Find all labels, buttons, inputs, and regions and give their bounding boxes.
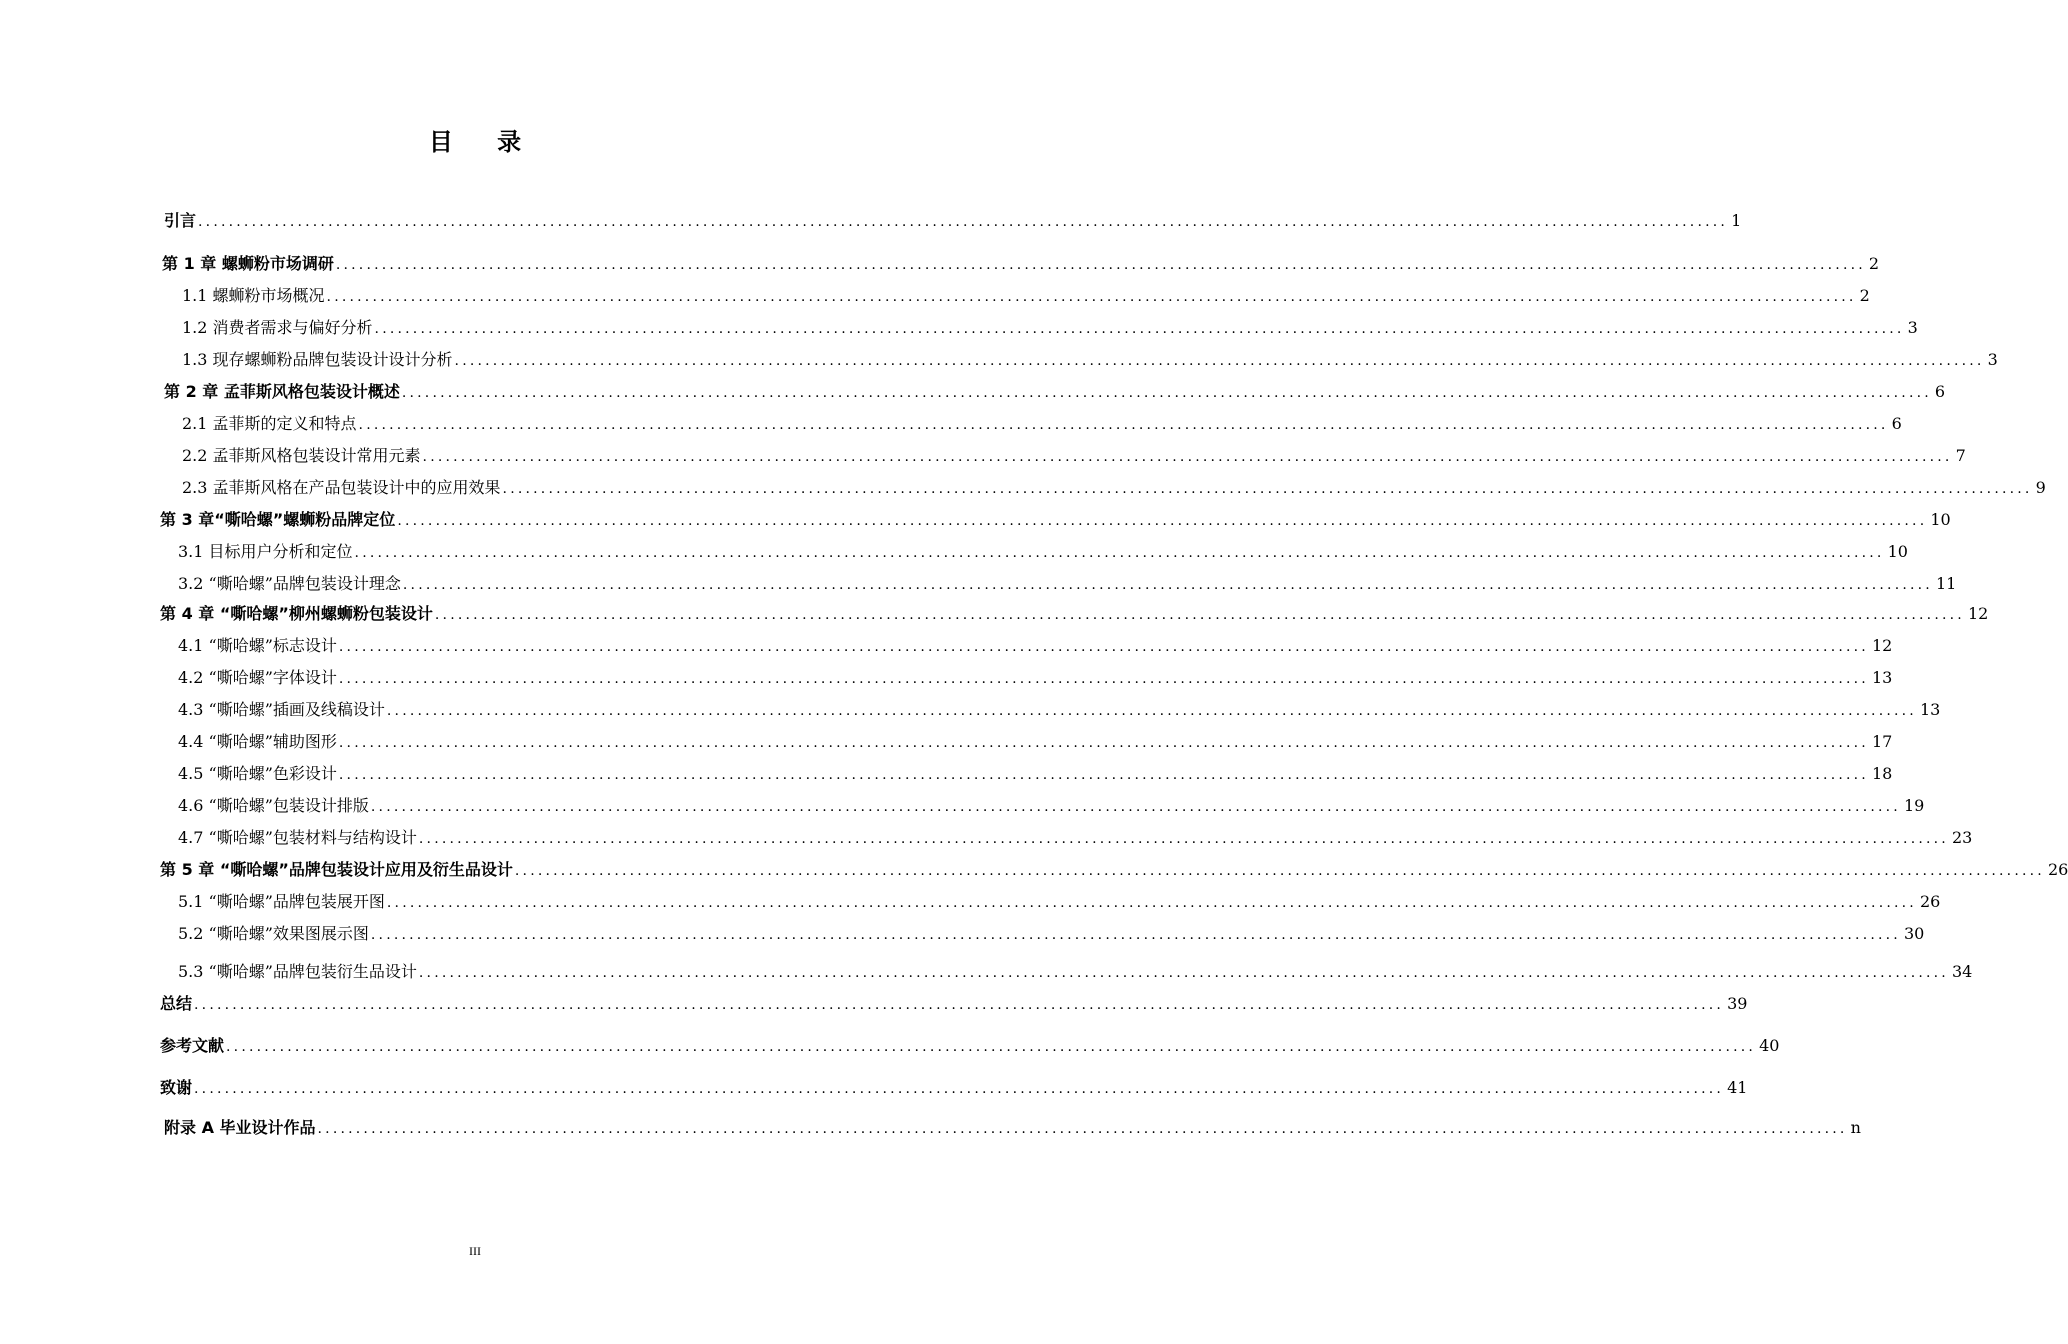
toc-entry-page: 12 — [1871, 636, 1893, 655]
toc-dot-leader: ........................................................................................................................................................................................................ — [370, 799, 1901, 815]
toc-entry-title: 第 2 章 孟菲斯风格包装设计概述 — [164, 382, 400, 401]
toc-entry-page: 18 — [1871, 764, 1893, 783]
toc-entry-page: 23 — [1951, 828, 1973, 847]
toc-entry-page: 19 — [1903, 796, 1925, 815]
toc-entry[interactable] — [178, 920, 1925, 944]
toc-entry[interactable] — [178, 888, 1941, 912]
toc-dot-leader: ........................................................................................................................................................................................................ — [370, 927, 1901, 943]
toc-entry-title: 3.1 目标用户分析和定位 — [178, 542, 353, 561]
toc-entry-page: 7 — [1955, 446, 1966, 465]
toc-entry-page: 3 — [1987, 350, 1998, 369]
toc-entry[interactable] — [182, 442, 1966, 466]
toc-entry[interactable] — [178, 824, 1973, 848]
toc-entry[interactable] — [182, 346, 1998, 370]
toc-dot-leader: ........................................................................................................................................................................................................ — [418, 965, 1949, 981]
toc-entry-title: 5.1 “嘶哈螺”品牌包装展开图 — [178, 892, 385, 911]
toc-entry-title: 4.4 “嘶哈螺”辅助图形 — [178, 732, 337, 751]
toc-entry[interactable] — [182, 314, 1918, 338]
toc-entry-title: 1.2 消费者需求与偏好分析 — [182, 318, 373, 337]
toc-entry[interactable] — [182, 282, 1870, 306]
toc-entry-title: 4.7 “嘶哈螺”包装材料与结构设计 — [178, 828, 417, 847]
page-title: 目 录 — [428, 128, 540, 156]
toc-entry[interactable] — [160, 990, 1748, 1014]
toc-entry-page: n — [1850, 1118, 1861, 1137]
toc-entry[interactable] — [164, 207, 1742, 231]
toc-entry-title: 第 4 章 “嘶哈螺”柳州螺蛳粉包装设计 — [160, 604, 433, 623]
toc-entry-title: 4.2 “嘶哈螺”字体设计 — [178, 668, 337, 687]
toc-dot-leader: ........................................................................................................................................................................................................ — [386, 895, 1917, 911]
toc-dot-leader: ........................................................................................................................................................................................................ — [422, 449, 1953, 465]
toc-dot-leader: ........................................................................................................................................................................................................ — [502, 481, 2033, 497]
toc-entry[interactable] — [178, 792, 1925, 816]
toc-entry-title: 致谢 — [160, 1078, 193, 1097]
toc-entry-page: 2 — [1859, 286, 1870, 305]
toc-entry-page: 13 — [1919, 700, 1941, 719]
toc-entry-page: 1 — [1731, 211, 1742, 230]
toc-entry-page: 2 — [1868, 254, 1880, 273]
toc-dot-leader: ........................................................................................................................................................................................................ — [401, 385, 1932, 401]
toc-entry-title: 5.3 “嘶哈螺”品牌包装衍生品设计 — [178, 962, 417, 981]
toc-dot-leader: ........................................................................................................................................................................................................ — [226, 1039, 1757, 1055]
toc-entry[interactable] — [178, 664, 1893, 688]
toc-entry-title: 总结 — [160, 994, 193, 1013]
toc-entry-title: 2.2 孟菲斯风格包装设计常用元素 — [182, 446, 421, 465]
page-number: III — [469, 1244, 481, 1258]
toc-dot-leader: ........................................................................................................................................................................................................ — [194, 997, 1725, 1013]
toc-entry-page: 26 — [1919, 892, 1941, 911]
toc-entry-page: 10 — [1887, 542, 1908, 561]
toc-entry-title: 4.3 “嘶哈螺”插画及线稿设计 — [178, 700, 385, 719]
toc-dot-leader: ........................................................................................................................................................................................................ — [326, 289, 1857, 305]
toc-entry[interactable] — [178, 958, 1973, 982]
toc-entry-title: 参考文献 — [160, 1036, 225, 1055]
toc-dot-leader: ........................................................................................................................................................................................................ — [397, 513, 1928, 529]
toc-entry[interactable] — [178, 760, 1893, 784]
toc-dot-leader: ........................................................................................................................................................................................................ — [338, 671, 1869, 687]
toc-entry[interactable] — [160, 600, 1989, 624]
toc-entry-title: 5.2 “嘶哈螺”效果图展示图 — [178, 924, 369, 943]
toc-entry-title: 1.3 现存螺蛳粉品牌包装设计设计分析 — [182, 350, 453, 369]
toc-entry-title: 4.1 “嘶哈螺”标志设计 — [178, 636, 337, 655]
toc-dot-leader: ........................................................................................................................................................................................................ — [402, 577, 1933, 593]
toc-entry-page: 3 — [1907, 318, 1918, 337]
toc-entry[interactable] — [182, 474, 2046, 498]
toc-entry[interactable] — [160, 1074, 1748, 1098]
toc-entry-title: 4.6 “嘶哈螺”包装设计排版 — [178, 796, 369, 815]
toc-entry-page: 34 — [1951, 962, 1973, 981]
toc-dot-leader: ........................................................................................................................................................................................................ — [354, 545, 1885, 561]
toc-entry-title: 1.1 螺蛳粉市场概况 — [182, 286, 325, 305]
toc-entry-title: 第 5 章 “嘶哈螺”品牌包装设计应用及衍生品设计 — [160, 860, 513, 879]
toc-entry[interactable] — [182, 410, 1902, 434]
toc-dot-leader: ........................................................................................................................................................................................................ — [338, 767, 1869, 783]
toc-dot-leader: ........................................................................................................................................................................................................ — [514, 863, 2045, 879]
toc-entry-page: 39 — [1727, 994, 1748, 1013]
toc-entry-title: 4.5 “嘶哈螺”色彩设计 — [178, 764, 337, 783]
toc-entry[interactable] — [164, 1114, 1861, 1138]
toc-entry-page: 12 — [1967, 604, 1989, 623]
toc-dot-leader: ........................................................................................................................................................................................................ — [386, 703, 1917, 719]
toc-entry[interactable] — [160, 856, 2068, 880]
toc-entry-page: 6 — [1891, 414, 1902, 433]
toc-dot-leader: ........................................................................................................................................................................................................ — [418, 831, 1949, 847]
toc-dot-leader: ........................................................................................................................................................................................................ — [338, 735, 1869, 751]
toc-entry[interactable] — [178, 570, 1957, 594]
toc-dot-leader: ........................................................................................................................................................................................................ — [338, 639, 1869, 655]
toc-entry-page: 13 — [1871, 668, 1893, 687]
toc-entry-page: 30 — [1903, 924, 1925, 943]
toc-entry[interactable] — [178, 632, 1893, 656]
toc-dot-leader: ........................................................................................................................................................................................................ — [194, 1081, 1725, 1097]
toc-entry-page: 41 — [1727, 1078, 1748, 1097]
toc-dot-leader: ........................................................................................................................................................................................................ — [317, 1121, 1848, 1137]
toc-entry[interactable] — [164, 378, 1946, 402]
toc-entry[interactable] — [178, 538, 1908, 562]
toc-entry-page: 26 — [2047, 860, 2068, 879]
toc-entry-page: 40 — [1759, 1036, 1780, 1055]
toc-entry[interactable] — [162, 250, 1880, 274]
toc-entry[interactable] — [160, 506, 1951, 530]
toc-entry-title: 3.2 “嘶哈螺”品牌包装设计理念 — [178, 574, 401, 593]
toc-entry-page: 9 — [2035, 478, 2046, 497]
toc-entry-page: 17 — [1871, 732, 1893, 751]
toc-entry-title: 附录 A 毕业设计作品 — [164, 1118, 316, 1137]
toc-dot-leader: ........................................................................................................................................................................................................ — [434, 607, 1965, 623]
toc-entry-title: 第 3 章“嘶哈螺”螺蛳粉品牌定位 — [160, 510, 396, 529]
toc-dot-leader: ........................................................................................................................................................................................................ — [454, 353, 1985, 369]
toc-entry[interactable] — [178, 696, 1941, 720]
toc-entry-title: 引言 — [164, 211, 197, 230]
toc-dot-leader: ........................................................................................................................................................................................................ — [335, 257, 1866, 273]
toc-entry-title: 第 1 章 螺蛳粉市场调研 — [162, 254, 334, 273]
toc-entry-title: 2.3 孟菲斯风格在产品包装设计中的应用效果 — [182, 478, 501, 497]
toc-entry-page: 10 — [1930, 510, 1951, 529]
toc-dot-leader: ........................................................................................................................................................................................................ — [374, 321, 1905, 337]
toc-entry[interactable] — [178, 728, 1893, 752]
toc-entry[interactable] — [160, 1032, 1780, 1056]
toc-entry-page: 11 — [1935, 574, 1957, 593]
toc-entry-page: 6 — [1934, 382, 1946, 401]
toc-dot-leader: ........................................................................................................................................................................................................ — [358, 417, 1889, 433]
toc-dot-leader: ........................................................................................................................................................................................................ — [198, 214, 1729, 230]
toc-entry-title: 2.1 孟菲斯的定义和特点 — [182, 414, 357, 433]
